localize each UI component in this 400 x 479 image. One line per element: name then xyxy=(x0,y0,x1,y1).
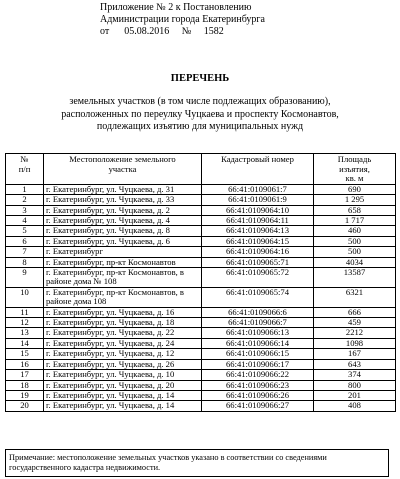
cell-area: 658 xyxy=(314,205,396,215)
table-row xyxy=(6,390,396,400)
cell-area: 1098 xyxy=(314,338,396,348)
table-row xyxy=(6,359,396,369)
cell-location: г. Екатеринбург, пр-кт Космонавтов xyxy=(44,257,202,267)
table-row xyxy=(6,247,396,257)
cell-num: 11 xyxy=(6,307,44,317)
document-subtitle xyxy=(0,96,400,134)
cell-cadastral: 66:41:0109066:14 xyxy=(202,338,314,348)
cell-area: 13587 xyxy=(314,268,396,288)
cell-cadastral: 66:41:0109065:71 xyxy=(202,257,314,267)
cell-location: г. Екатеринбург, ул. Чуцкаева, д. 10 xyxy=(44,370,202,380)
cell-location: г. Екатеринбург xyxy=(44,247,202,257)
cell-cadastral: 66:41:0109064:10 xyxy=(202,205,314,215)
table-row xyxy=(6,268,396,288)
header-cadastral: Кадастровый номер xyxy=(202,154,314,185)
cell-num: 20 xyxy=(6,401,44,411)
table-row xyxy=(6,349,396,359)
cell-location: г. Екатеринбург, пр-кт Космонавтов, в районе дома 108 xyxy=(44,287,202,307)
cell-num: 17 xyxy=(6,370,44,380)
header-line-1: Приложение № 2 к Постановлению xyxy=(100,2,252,13)
header-from-label: от xyxy=(100,26,110,37)
table-row xyxy=(6,338,396,348)
cell-cadastral: 66:41:0109066:13 xyxy=(202,328,314,338)
header-line-2: Администрации города Екатеринбурга xyxy=(100,14,265,25)
cell-cadastral: 66:41:0109064:13 xyxy=(202,226,314,236)
cell-area: 408 xyxy=(314,401,396,411)
cell-num: 14 xyxy=(6,338,44,348)
cell-area: 1 717 xyxy=(314,216,396,226)
cell-area: 690 xyxy=(314,184,396,194)
cell-num: 12 xyxy=(6,318,44,328)
cell-num: 5 xyxy=(6,226,44,236)
table-row xyxy=(6,307,396,317)
cell-area: 460 xyxy=(314,226,396,236)
cell-area: 666 xyxy=(314,307,396,317)
cell-num: 1 xyxy=(6,184,44,194)
cell-cadastral: 66:41:0109066:22 xyxy=(202,370,314,380)
cell-area: 459 xyxy=(314,318,396,328)
cell-num: 6 xyxy=(6,236,44,246)
cell-location: г. Екатеринбург, пр-кт Космонавтов, в районе дома № 108 xyxy=(44,268,202,288)
cell-location: г. Екатеринбург, ул. Чуцкаева, д. 14 xyxy=(44,401,202,411)
header-date: 05.08.2016 xyxy=(124,26,170,37)
table-row xyxy=(6,328,396,338)
cell-num: 3 xyxy=(6,205,44,215)
cell-num: 2 xyxy=(6,195,44,205)
cell-location: г. Екатеринбург, ул. Чуцкаева, д. 20 xyxy=(44,380,202,390)
table-note: Примечание: местоположение земельных участков указано в соответствии со сведениями государственного кадастра недвижимости. xyxy=(5,449,389,477)
header-number-label: № xyxy=(181,26,192,37)
table-row xyxy=(6,195,396,205)
cell-location: г. Екатеринбург, ул. Чуцкаева, д. 14 xyxy=(44,390,202,400)
cell-area: 643 xyxy=(314,359,396,369)
table-row xyxy=(6,236,396,246)
cell-cadastral: 66:41:0109064:16 xyxy=(202,247,314,257)
cell-num: 9 xyxy=(6,268,44,288)
cell-area: 500 xyxy=(314,247,396,257)
table-row xyxy=(6,370,396,380)
table-row xyxy=(6,318,396,328)
cell-num: 10 xyxy=(6,287,44,307)
cell-area: 1 295 xyxy=(314,195,396,205)
subtitle-line-2: расположенных по переулку Чуцкаева и проспекту Космонавтов, xyxy=(61,108,339,120)
cell-cadastral: 66:41:0109066:17 xyxy=(202,359,314,369)
header-date-line xyxy=(100,26,396,38)
cell-location: г. Екатеринбург, ул. Чуцкаева, д. 22 xyxy=(44,328,202,338)
document-header xyxy=(100,2,396,38)
table-body xyxy=(6,184,396,411)
cell-num: 7 xyxy=(6,247,44,257)
cell-num: 4 xyxy=(6,216,44,226)
table-row xyxy=(6,401,396,411)
cell-num: 18 xyxy=(6,380,44,390)
cell-area: 2212 xyxy=(314,328,396,338)
table-row xyxy=(6,184,396,194)
cell-location: г. Екатеринбург, ул. Чуцкаева, д. 26 xyxy=(44,359,202,369)
cell-cadastral: 66:41:0109066:23 xyxy=(202,380,314,390)
cell-area: 201 xyxy=(314,390,396,400)
subtitle-line-1: земельных участков (в том числе подлежащих образованию), xyxy=(69,96,331,107)
cell-area: 374 xyxy=(314,370,396,380)
cell-cadastral: 66:41:0109061:9 xyxy=(202,195,314,205)
cell-cadastral: 66:41:0109066:15 xyxy=(202,349,314,359)
cell-cadastral: 66:41:0109066:26 xyxy=(202,390,314,400)
land-plots-table xyxy=(5,153,396,412)
cell-location: г. Екатеринбург, ул. Чуцкаева, д. 8 xyxy=(44,226,202,236)
cell-cadastral: 66:41:0109064:11 xyxy=(202,216,314,226)
table-row xyxy=(6,216,396,226)
cell-num: 15 xyxy=(6,349,44,359)
cell-location: г. Екатеринбург, ул. Чуцкаева, д. 16 xyxy=(44,307,202,317)
cell-location: г. Екатеринбург, ул. Чуцкаева, д. 31 xyxy=(44,184,202,194)
cell-num: 8 xyxy=(6,257,44,267)
cell-num: 19 xyxy=(6,390,44,400)
table-row xyxy=(6,205,396,215)
table-header-row xyxy=(6,154,396,185)
cell-area: 800 xyxy=(314,380,396,390)
cell-num: 13 xyxy=(6,328,44,338)
cell-area: 167 xyxy=(314,349,396,359)
cell-location: г. Екатеринбург, ул. Чуцкаева, д. 12 xyxy=(44,349,202,359)
table-row xyxy=(6,257,396,267)
cell-location: г. Екатеринбург, ул. Чуцкаева, д. 2 xyxy=(44,205,202,215)
header-num: № п/п xyxy=(6,154,44,185)
cell-location: г. Екатеринбург, ул. Чуцкаева, д. 18 xyxy=(44,318,202,328)
cell-location: г. Екатеринбург, ул. Чуцкаева, д. 33 xyxy=(44,195,202,205)
cell-location: г. Екатеринбург, ул. Чуцкаева, д. 4 xyxy=(44,216,202,226)
table-row xyxy=(6,380,396,390)
cell-location: г. Екатеринбург, ул. Чуцкаева, д. 6 xyxy=(44,236,202,246)
table-row xyxy=(6,226,396,236)
cell-cadastral: 66:41:0109066:27 xyxy=(202,401,314,411)
subtitle-line-3: подлежащих изъятию для муниципальных нужд xyxy=(96,121,304,132)
header-number: 1582 xyxy=(203,26,224,37)
cell-area: 4034 xyxy=(314,257,396,267)
table-row xyxy=(6,287,396,307)
header-area: Площадь изъятия, кв. м xyxy=(314,154,396,185)
document-title: ПЕРЕЧЕНЬ xyxy=(170,73,230,84)
cell-cadastral: 66:41:0109065:74 xyxy=(202,287,314,307)
cell-location: г. Екатеринбург, ул. Чуцкаева, д. 24 xyxy=(44,338,202,348)
cell-num: 16 xyxy=(6,359,44,369)
header-location: Местоположение земельного участка xyxy=(44,154,202,185)
cell-cadastral: 66:41:0109061:7 xyxy=(202,184,314,194)
cell-cadastral: 66:41:0109066:7 xyxy=(202,318,314,328)
cell-area: 6321 xyxy=(314,287,396,307)
cell-cadastral: 66:41:0109065:72 xyxy=(202,268,314,288)
cell-cadastral: 66:41:0109066:6 xyxy=(202,307,314,317)
cell-area: 500 xyxy=(314,236,396,246)
cell-cadastral: 66:41:0109064:15 xyxy=(202,236,314,246)
